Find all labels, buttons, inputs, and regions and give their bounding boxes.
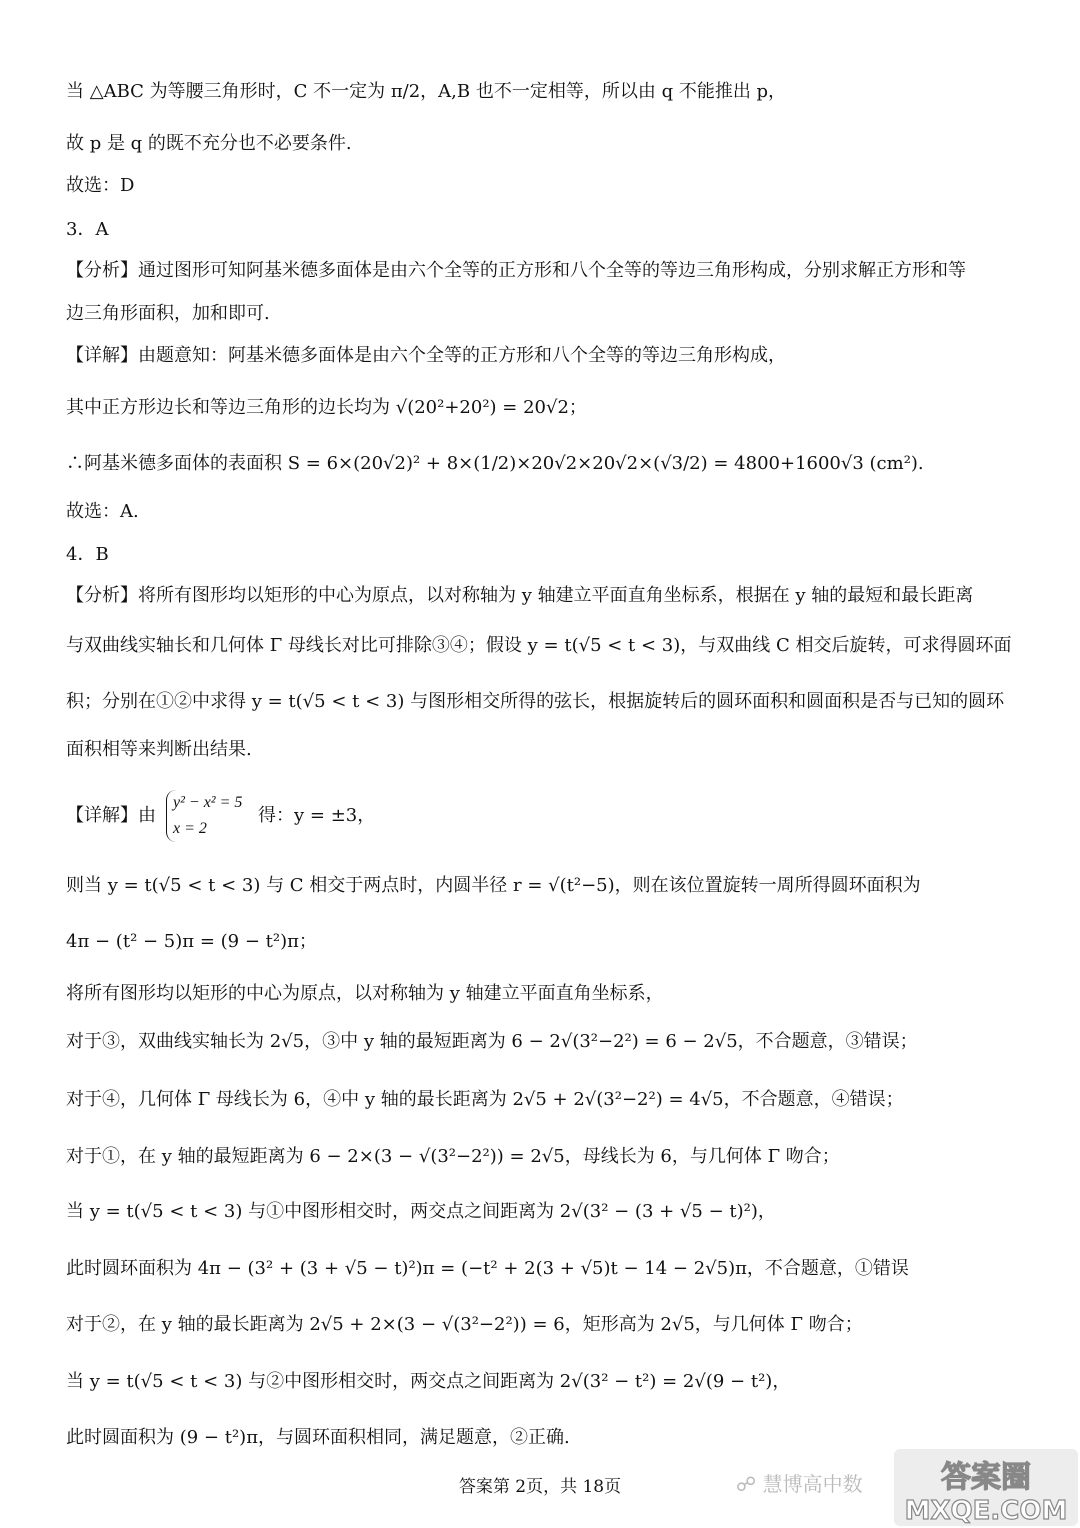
text-line-l19: 将所有图形均以矩形的中心为原点，以对称轴为 y 轴建立平面直角坐标系， [66, 983, 664, 1004]
wechat-icon: ☍ [736, 1472, 757, 1496]
text-line-l21: 对于④，几何体 Γ 母线长为 6，④中 y 轴的最长距离为 2√5 + 2√(3²−2²) = 4√5，不合题意，④错误； [66, 1089, 904, 1110]
logo-text-top: 答案圈 [941, 1460, 1031, 1495]
text-line-l16a: 【详解】由 [66, 805, 156, 826]
equation-eq1: y² − x² = 5 [173, 794, 243, 811]
text-line-l20: 对于③，双曲线实轴长为 2√5，③中 y 轴的最短距离为 6 − 2√(3²−2²) = 6 − 2√5，不合题意，③错误； [66, 1031, 918, 1052]
text-line-l03: 故选：D [66, 175, 135, 196]
wechat-watermark [736, 1468, 863, 1497]
text-line-l25: 对于②，在 y 轴的最长距离为 2√5 + 2×(3 − √(3²−2²)) = 6，矩形高为 2√5，与几何体 Γ 吻合； [66, 1314, 863, 1335]
text-line-l13: 与双曲线实轴长和几何体 Γ 母线长对比可排除③④；假设 y = t(√5 < t < 3)，与双曲线 C 相交后旋转，可求得圆环面 [66, 635, 1012, 656]
text-line-l22: 对于①，在 y 轴的最短距离为 6 − 2×(3 − √(3²−2²)) = 2√5，母线长为 6，与几何体 Γ 吻合； [66, 1146, 840, 1167]
equation-system [166, 790, 242, 842]
equation-eq2: x = 2 [173, 820, 207, 837]
text-line-l05: 【分析】通过图形可知阿基米德多面体是由六个全等的正方形和八个全等的等边三角形构成，分别求解正方形和等 [66, 260, 966, 281]
logo-text-bottom: MXQE.COM [904, 1496, 1068, 1526]
text-line-l17: 则当 y = t(√5 < t < 3) 与 C 相交于两点时，内圆半径 r = √(t²−5)，则在该位置旋转一周所得圆环面积为 [66, 875, 921, 896]
text-line-l02: 故 p 是 q 的既不充分也不必要条件. [66, 133, 352, 154]
text-line-l18: 4π − (t² − 5)π = (9 − t²)π； [66, 931, 317, 952]
text-line-l01: 当 △ABC 为等腰三角形时，C 不一定为 π/2，A,B 也不一定相等，所以由 q 不能推出 p， [66, 81, 787, 102]
text-line-l27: 此时圆面积为 (9 − t²)π，与圆环面积相同，满足题意，②正确. [66, 1427, 570, 1448]
text-line-l06: 边三角形面积，加和即可. [66, 303, 270, 324]
text-line-l14: 积；分别在①②中求得 y = t(√5 < t < 3) 与图形相交所得的弦长，根据旋转后的圆环面积和圆面积是否与已知的圆环 [66, 691, 1005, 712]
text-line-l26: 当 y = t(√5 < t < 3) 与②中图形相交时，两交点之间距离为 2√(3² − t²) = 2√(9 − t²)， [66, 1371, 791, 1392]
page-footer: 答案第 2页，共 18页 [458, 1477, 622, 1497]
text-line-l07: 【详解】由题意知：阿基米德多面体是由六个全等的正方形和八个全等的等边三角形构成， [66, 345, 786, 366]
text-line-l23: 当 y = t(√5 < t < 3) 与①中图形相交时，两交点之间距离为 2√(3² − (3 + √5 − t)²)， [66, 1201, 776, 1222]
text-line-l24: 此时圆环面积为 4π − (3² + (3 + √5 − t)²)π = (−t² + 2(3 + √5)t − 14 − 2√5)π，不合题意，①错误 [66, 1258, 909, 1279]
text-line-l11: 4．B [66, 544, 109, 565]
text-line-l15: 面积相等来判断出结果. [66, 739, 252, 760]
answer-circle-logo [892, 1447, 1080, 1528]
text-line-l08: 其中正方形边长和等边三角形的边长均为 √(20²+20²) = 20√2； [66, 397, 587, 418]
text-line-l12: 【分析】将所有图形均以矩形的中心为原点，以对称轴为 y 轴建立平面直角坐标系，根据在 y 轴的最短和最长距离 [66, 585, 974, 606]
wechat-watermark-text: 慧博高中数 [762, 1472, 863, 1496]
text-line-l09: ∴阿基米德多面体的表面积 S = 6×(20√2)² + 8×(1/2)×20√2×20√2×(√3/2) = 4800+1600√3 (cm²). [66, 453, 924, 474]
text-line-l16b: 得：y = ±3， [258, 805, 376, 826]
text-line-l04: 3．A [66, 219, 109, 240]
text-line-l10: 故选：A. [66, 501, 139, 522]
